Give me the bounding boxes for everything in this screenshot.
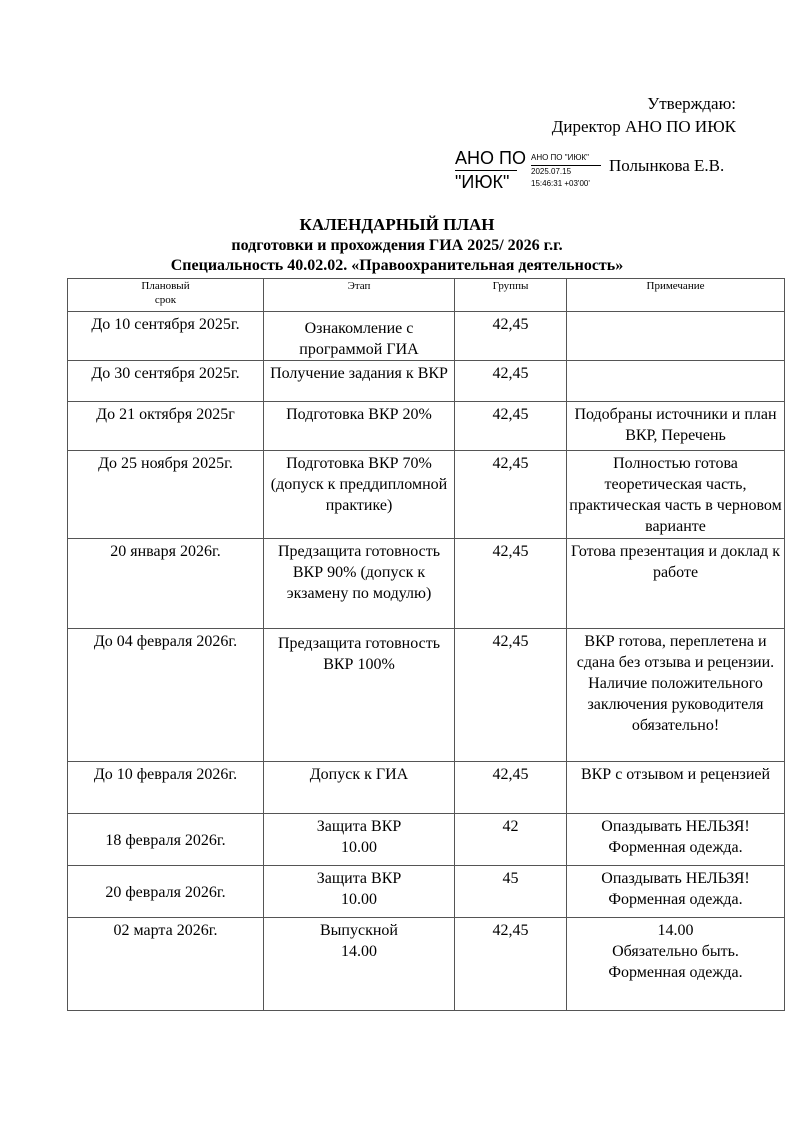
approval-line: Утверждаю:	[647, 94, 736, 113]
cell-term: 18 февраля 2026г.	[68, 814, 264, 866]
header-stage: Этап	[264, 279, 455, 312]
cell-note: Подобраны источники и план ВКР, Перечень	[567, 402, 785, 451]
cell-note-line2: Форменная одежда.	[608, 839, 743, 856]
cell-term: 20 февраля 2026г.	[68, 866, 264, 918]
cell-term: 02 марта 2026г.	[68, 918, 264, 1011]
cell-note	[567, 361, 785, 402]
cell-term: До 30 сентября 2025г.	[68, 361, 264, 402]
table-header-row	[68, 279, 785, 312]
cell-groups: 45	[455, 866, 567, 918]
cell-stage: Предзащита готовность ВКР 100%	[264, 629, 455, 762]
cell-stage	[264, 866, 455, 918]
cell-note	[567, 866, 785, 918]
table-row	[68, 451, 785, 539]
cell-stage: Допуск к ГИА	[264, 762, 455, 814]
cell-groups: 42,45	[455, 402, 567, 451]
cell-term: До 10 сентября 2025г.	[68, 312, 264, 361]
cell-term: До 10 февраля 2026г.	[68, 762, 264, 814]
cell-stage-line2: 14.00	[341, 943, 377, 960]
calendar-plan-table	[67, 278, 785, 1011]
header-term-line2: срок	[154, 294, 177, 306]
cell-term: До 04 февраля 2026г.	[68, 629, 264, 762]
table-row	[68, 866, 785, 918]
cell-stage-line1: Выпускной	[320, 922, 398, 939]
header-groups: Группы	[455, 279, 567, 312]
signature-time: 15:46:31 +03'00'	[531, 179, 590, 188]
cell-note: Полностью готова теоретическая часть, практическая часть в черновом варианте	[567, 451, 785, 539]
cell-note-line1: 14.00	[657, 922, 694, 939]
cell-groups: 42,45	[455, 762, 567, 814]
cell-note-line3: Форменная одежда.	[608, 964, 743, 981]
cell-note: Готова презентация и доклад к работе	[567, 539, 785, 629]
table-row	[68, 814, 785, 866]
cell-note	[567, 918, 785, 1011]
cell-groups: 42,45	[455, 451, 567, 539]
cell-stage	[264, 814, 455, 866]
cell-groups: 42,45	[455, 312, 567, 361]
cell-note-line2: Обязательно быть.	[612, 943, 739, 960]
cell-stage: Получение задания к ВКР	[264, 361, 455, 402]
cell-term: До 21 октября 2025г	[68, 402, 264, 451]
cell-note-line2: Форменная одежда.	[608, 891, 743, 908]
signature-org-small: АНО ПО "ИЮК"	[531, 153, 589, 162]
cell-stage-line2: 10.00	[341, 839, 377, 856]
table-row	[68, 762, 785, 814]
cell-note-line1: Опаздывать НЕЛЬЗЯ!	[601, 818, 750, 835]
title-specialty: Специальность 40.02.02. «Правоохранительная деятельность»	[170, 257, 624, 274]
cell-stage: Предзащита готовность ВКР 90% (допуск к экзамену по модулю)	[264, 539, 455, 629]
header-term-line1: Плановый	[141, 280, 190, 292]
cell-stage	[264, 918, 455, 1011]
header-term	[68, 279, 264, 312]
signature-name: Полынкова Е.В.	[609, 156, 725, 175]
cell-stage-line2: 10.00	[341, 891, 377, 908]
title-main: КАЛЕНДАРНЫЙ ПЛАН	[299, 215, 495, 234]
table-row	[68, 312, 785, 361]
table-row	[68, 402, 785, 451]
signature-org-line2: "ИЮК"	[455, 170, 517, 194]
table-row	[68, 918, 785, 1011]
cell-note	[567, 312, 785, 361]
cell-groups: 42,45	[455, 918, 567, 1011]
table-row	[68, 629, 785, 762]
cell-stage: Ознакомление с программой ГИА	[264, 312, 455, 361]
signature-details	[531, 152, 601, 190]
header-note: Примечание	[567, 279, 785, 312]
document-title	[0, 214, 794, 276]
cell-groups: 42	[455, 814, 567, 866]
cell-term: До 25 ноября 2025г.	[68, 451, 264, 539]
cell-stage: Подготовка ВКР 70% (допуск к преддипломной практике)	[264, 451, 455, 539]
cell-stage: Подготовка ВКР 20%	[264, 402, 455, 451]
cell-note: ВКР с отзывом и рецензией	[567, 762, 785, 814]
director-line: Директор АНО ПО ИЮК	[551, 117, 736, 136]
cell-stage-line1: Защита ВКР	[316, 818, 402, 835]
cell-term: 20 января 2026г.	[68, 539, 264, 629]
cell-note	[567, 814, 785, 866]
title-subtitle: подготовки и прохождения ГИА 2025/ 2026 г.г.	[231, 237, 563, 254]
table-row	[68, 539, 785, 629]
table-row	[68, 361, 785, 402]
cell-note-line1: Опаздывать НЕЛЬЗЯ!	[601, 870, 750, 887]
approval-block	[552, 92, 736, 138]
digital-signature	[455, 147, 745, 195]
signature-org-line1: АНО ПО	[455, 148, 526, 168]
signature-org-large	[455, 147, 526, 194]
cell-groups: 42,45	[455, 539, 567, 629]
signature-date: 2025.07.15	[531, 165, 601, 178]
cell-groups: 42,45	[455, 629, 567, 762]
cell-note: ВКР готова, переплетена и сдана без отзыва и рецензии. Наличие положительного заключения руководителя обязательно!	[567, 629, 785, 762]
cell-groups: 42,45	[455, 361, 567, 402]
cell-stage-line1: Защита ВКР	[316, 870, 402, 887]
